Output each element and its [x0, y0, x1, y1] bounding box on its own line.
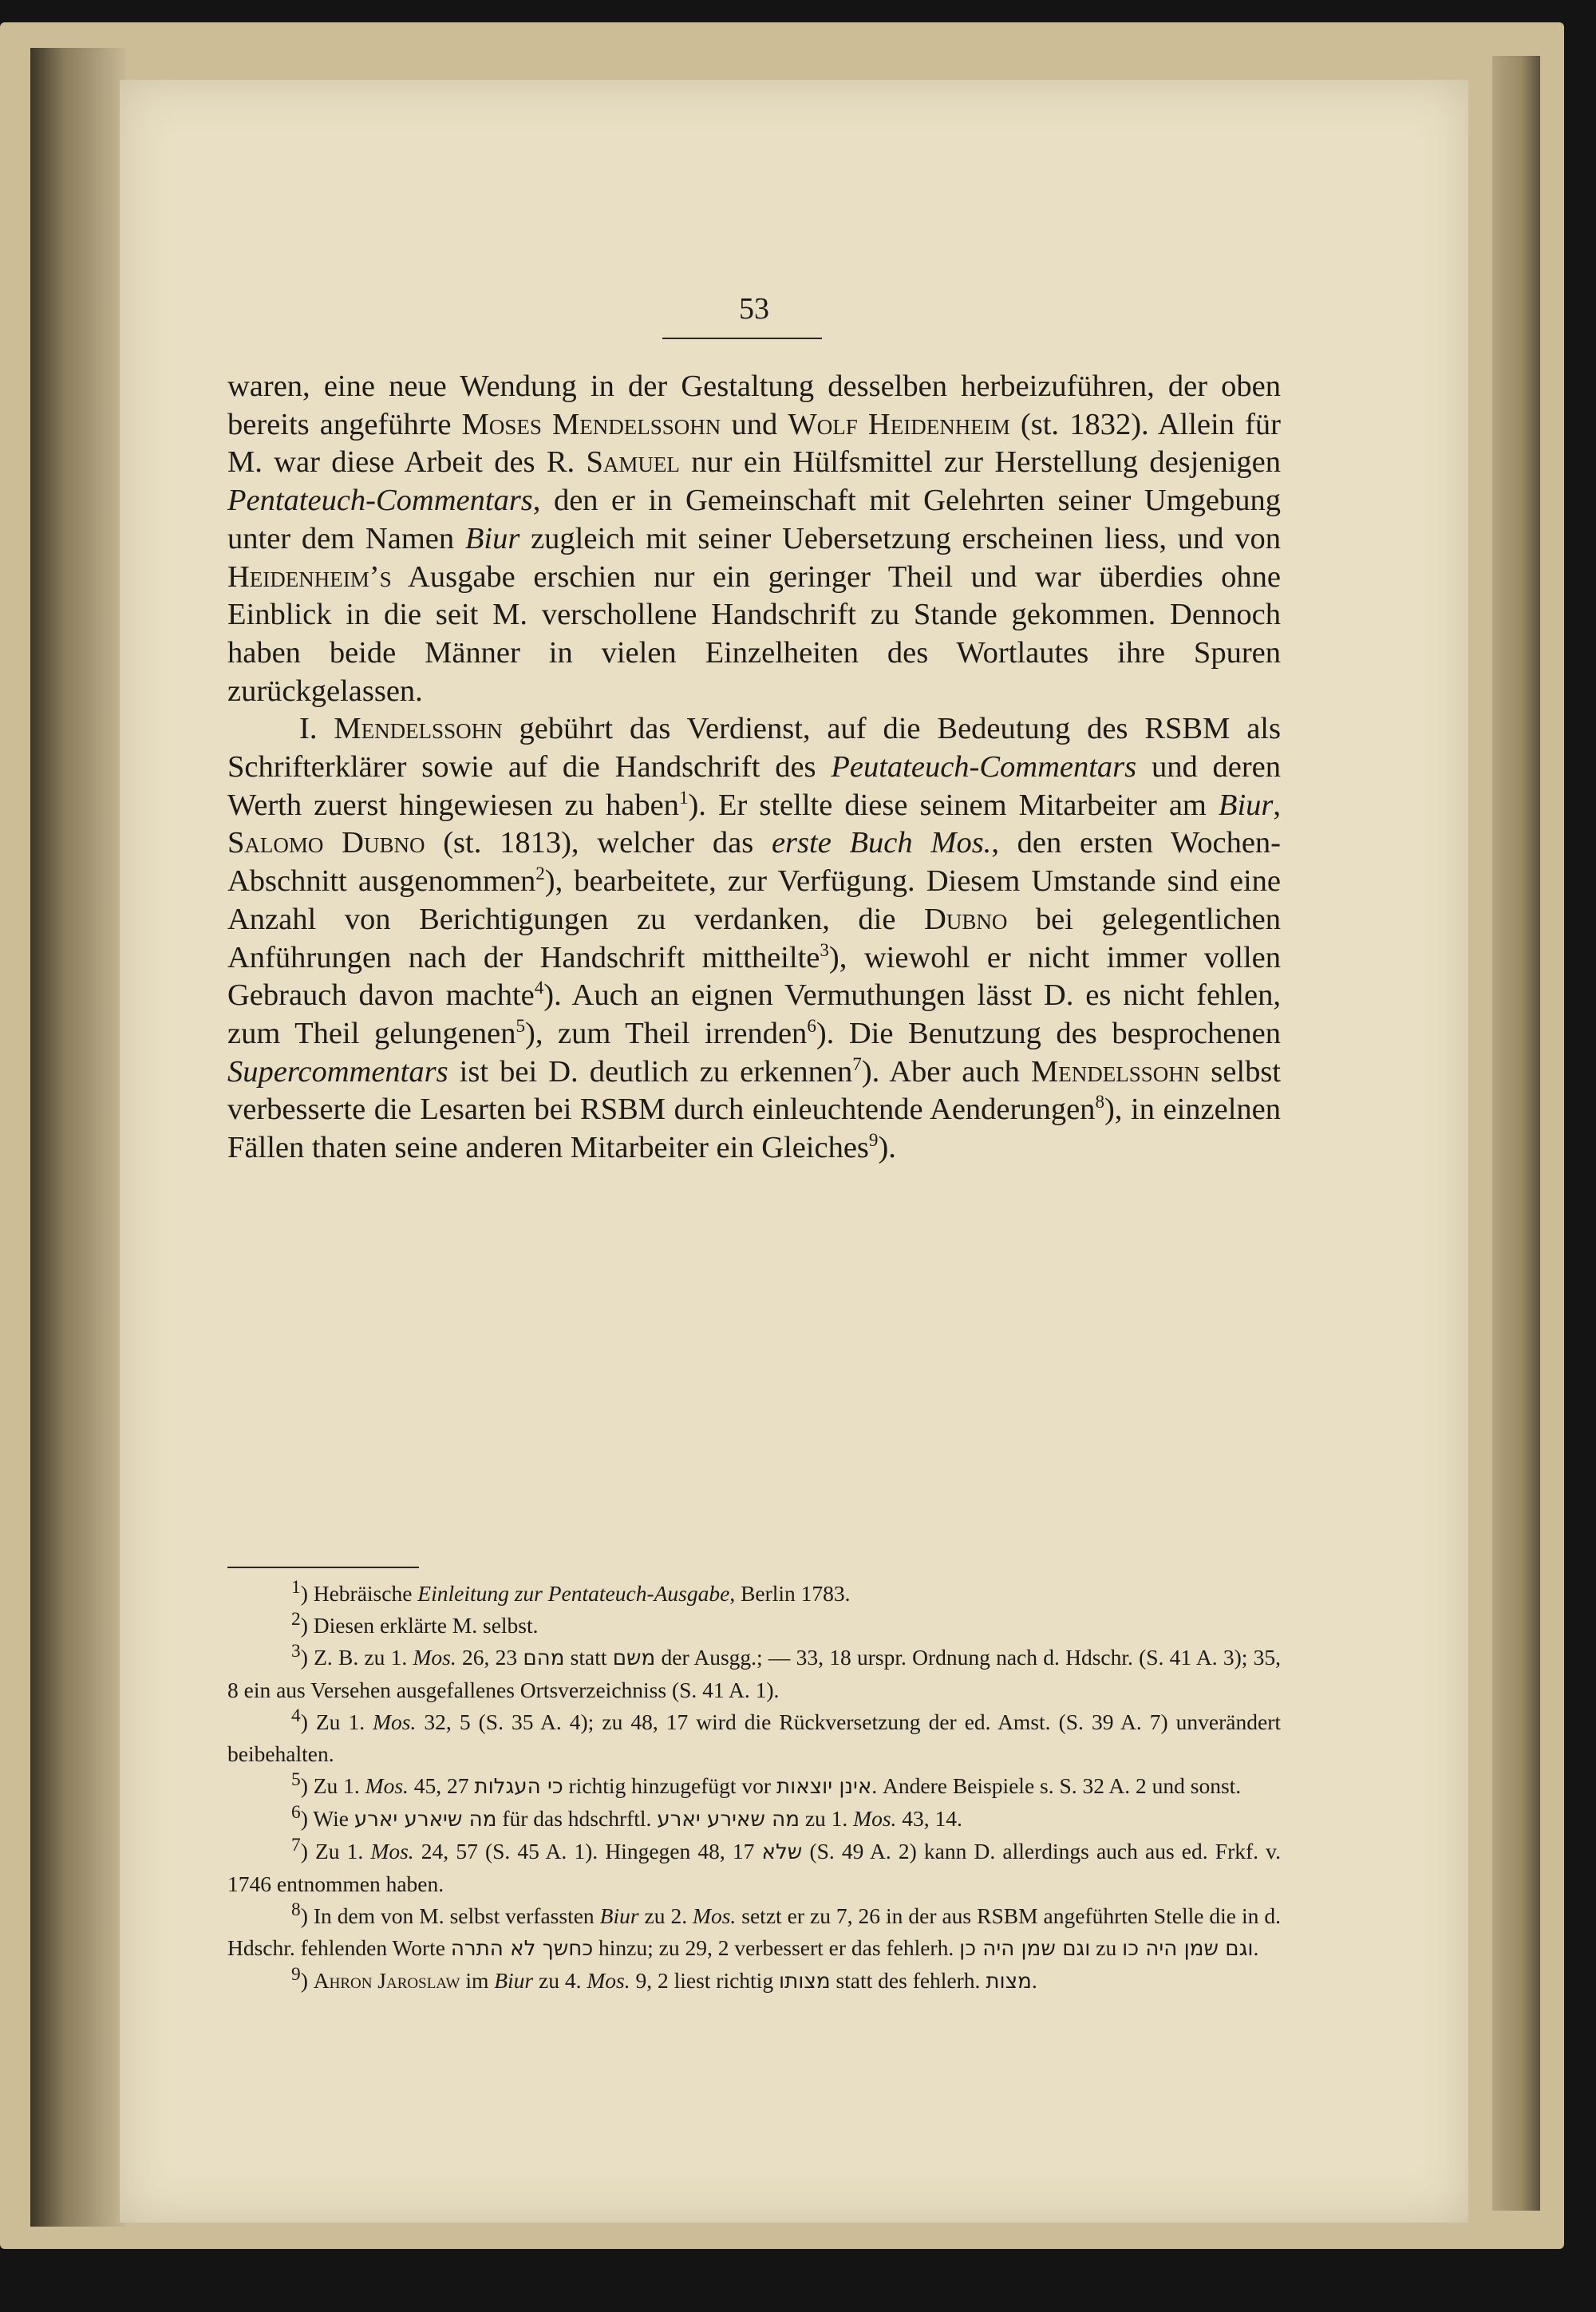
hebrew-text: כי העגלות [474, 1775, 563, 1799]
person-name: Mendelssohn [1030, 1054, 1200, 1089]
text-run: . [1031, 1968, 1037, 1993]
footnote-mark: 4 [291, 1705, 301, 1726]
work-title: Mos. [365, 1773, 409, 1798]
text-run: ), in einzelnen Fällen thaten seine anderen Mitarbeiter ein Gleiches [227, 1093, 1282, 1165]
footnote-6 [227, 1803, 1281, 1836]
text-run: , den er in Gemeinschaft mit Gelehrten seiner Umgebung unter dem Namen [227, 484, 1281, 555]
text-run: zu 1. [799, 1806, 854, 1831]
footnote-8 [227, 1900, 1281, 1965]
footnote-ref: 5 [516, 1015, 526, 1037]
person-name: Heidenheim’s [227, 559, 392, 594]
text-run: ) Wie [300, 1806, 354, 1831]
footnote-mark: 3 [291, 1640, 301, 1662]
text-run: und deren Werth zuerst hingewiesen zu haben [227, 750, 1282, 822]
text-run: waren, eine neue Wendung in der Gestaltung desselben herbeizuführen, der oben bereits angeführte [227, 370, 1281, 441]
work-title: Biur [1218, 788, 1274, 822]
text-run: im [460, 1968, 495, 1993]
work-title: Biur [494, 1968, 534, 1993]
text-run: der Ausgg.; — 33, 18 urspr. Ordnung nach d. Hdschr. (S. 41 A. 3); 35, 8 ein aus Versehen ausgefallenes Ortsverzeichniss (S. 41 A. 1). [227, 1645, 1281, 1702]
work-title: Einleitung zur Pentateuch-Ausgabe [417, 1581, 730, 1606]
hebrew-text: וגם שמן היה כו [1122, 1937, 1254, 1961]
footnotes [227, 1578, 1281, 1998]
footnote-ref: 2 [535, 863, 545, 884]
text-run: zu 4. [533, 1968, 587, 1993]
text-run: 32, 5 (S. 35 A. 4); zu 48, 17 wird die Rückversetzung der ed. Amst. (S. 39 A. 7) unverändert beibehalten. [227, 1709, 1281, 1766]
work-title: Mos. [853, 1806, 897, 1831]
footnote-ref: 8 [1095, 1091, 1104, 1113]
text-run: . Andere Beispiele s. S. 32 A. 2 und sonst. [871, 1773, 1242, 1798]
paragraph-1 [227, 368, 1281, 710]
text-run: zu [1090, 1935, 1123, 1960]
person-name: Salomo Dubno [227, 826, 425, 860]
text-run: statt [564, 1645, 613, 1670]
book-page [120, 80, 1468, 2223]
work-title: Supercommentars [227, 1054, 448, 1089]
footnote-ref: 6 [807, 1015, 816, 1037]
footnote-mark: 8 [291, 1899, 301, 1920]
footnote-separator [227, 1567, 419, 1568]
work-title: Pentateuch-Commentars [227, 484, 533, 518]
text-run: ) Hebräische [300, 1581, 418, 1606]
hebrew-text: שלא [761, 1840, 803, 1864]
hebrew-text: וגם שמן היה כן [959, 1937, 1091, 1961]
text-run: ) Zu 1. [300, 1839, 371, 1863]
hebrew-text: מה שאירע יארע [657, 1808, 800, 1832]
text-run: ) Zu 1. [300, 1709, 373, 1734]
hebrew-text: כחשך לא התרה [450, 1937, 594, 1961]
text-run: 45, 27 [408, 1773, 475, 1798]
text-run: zu 2. [638, 1903, 693, 1928]
footnote-5 [227, 1770, 1281, 1803]
text-run: ) Z. B. zu 1. [300, 1645, 413, 1670]
page-number: 53 [739, 292, 769, 326]
text-run: ) [300, 1968, 314, 1993]
footnote-4 [227, 1706, 1281, 1770]
text-run: statt des fehlerh. [830, 1968, 986, 1993]
hebrew-text: מה שיארע יארע [354, 1808, 497, 1832]
work-title: Mos. [373, 1709, 417, 1734]
text-run: , Berlin 1783. [729, 1581, 851, 1606]
footnote-ref: 7 [852, 1053, 862, 1074]
footnote-mark: 6 [291, 1801, 301, 1823]
person-name: Samuel [586, 445, 680, 480]
work-title: Mos. [370, 1839, 414, 1863]
text-run: 24, 57 (S. 45 A. 1). Hingegen 48, 17 [413, 1839, 762, 1863]
work-title: Biur [599, 1903, 639, 1928]
work-title: Mos. [693, 1903, 737, 1928]
footnote-mark: 5 [291, 1769, 301, 1790]
text-run: ) In dem von M. selbst verfassten [300, 1903, 600, 1928]
text-run: ). [878, 1131, 896, 1165]
hebrew-text: מהם [523, 1646, 565, 1670]
text-run: (st. 1832). Allein für M. war diese Arbeit des R. [227, 407, 1281, 480]
work-title: Mos. [587, 1968, 630, 1993]
text-run: ). Die Benutzung des besprochenen [816, 1016, 1281, 1050]
text-run: bei gelegentlichen Anführungen nach der Handschrift mittheilte [227, 902, 1281, 974]
text-run: , den ersten Wochen-Abschnitt ausgenommen [227, 826, 1282, 899]
hebrew-text: מצות [986, 1970, 1032, 1994]
work-title: Biur [464, 521, 520, 555]
footnote-mark: 1 [291, 1576, 301, 1598]
text-run: selbst verbesserte die Lesarten bei RSBM durch einleuchtende Aenderungen [227, 1054, 1281, 1127]
text-run: Ausgabe erschien nur ein geringer Theil und war überdies ohne Einblick in die seit M. verschollene Handschrift zu Stande gekommen. Dennoch haben beide Männer in vielen Einzelheiten des Wortlautes ihre Spuren zurückgelassen. [227, 559, 1281, 708]
text-run: 9, 2 liest richtig [630, 1968, 779, 1993]
text-run: , [1273, 788, 1281, 822]
text-run: gebührt das Verdienst, auf die Bedeutung des RSBM als Schrifterklärer sowie auf die Handschrift des [227, 712, 1281, 784]
work-title: Mos. [413, 1645, 456, 1670]
work-title: Peutateuch-Commentars [831, 750, 1137, 784]
text-run: ). Auch an eignen Vermuthungen lässt D. es nicht fehlen, zum Theil gelungenen [227, 978, 1281, 1050]
footnote-7 [227, 1836, 1281, 1900]
text-run: hinzu; zu 29, 2 verbessert er das fehlerh. [593, 1935, 960, 1960]
person-name: Dubno [924, 902, 1008, 936]
text-run: ), zum Theil irrenden [525, 1016, 808, 1050]
hebrew-text: מצותו [778, 1970, 831, 1994]
person-name: Mendelssohn [334, 712, 503, 746]
text-run: zugleich mit seiner Uebersetzung erscheinen liess, und von [519, 521, 1281, 555]
text-run: setzt er zu 7, 26 in der aus RSBM angeführten Stelle die in d. Hdschr. fehlenden Worte [227, 1903, 1281, 1960]
text-run: ) Diesen erklärte M. selbst. [300, 1613, 539, 1638]
text-run: ) Zu 1. [300, 1773, 365, 1798]
text-run: und [721, 407, 788, 441]
page-number-rule [662, 338, 822, 339]
footnote-ref: 9 [868, 1129, 879, 1151]
text-run: ). Aber auch [861, 1054, 1031, 1089]
main-text [227, 368, 1281, 1168]
footnote-mark: 9 [291, 1963, 301, 1985]
text-run: (S. 49 A. 2) kann D. allerdings auch aus ed. Frkf. v. 1746 entnommen haben. [227, 1839, 1281, 1896]
footnote-2 [227, 1610, 1281, 1642]
text-run: richtig hinzugefügt vor [563, 1773, 776, 1798]
work-title: erste Buch Mos. [771, 826, 992, 860]
text-run: I. [299, 712, 334, 746]
footnote-mark: 2 [291, 1608, 301, 1630]
footnote-3 [227, 1642, 1281, 1706]
text-run: ), bearbeitete, zur Verfügung. Diesem Umstande sind eine Anzahl von Berichtigungen zu verdanken, die [227, 864, 1282, 936]
page-stack-edge [1492, 56, 1540, 2211]
text-run: für das hdschrftl. [496, 1806, 658, 1831]
text-run: ist bei D. deutlich zu erkennen [448, 1054, 853, 1089]
person-name: Wolf Heidenheim [788, 407, 1010, 441]
text-run: 26, 23 [456, 1645, 523, 1670]
footnote-ref: 3 [820, 939, 829, 960]
hebrew-text: משם [612, 1646, 656, 1670]
paragraph-2 [227, 710, 1281, 1167]
hebrew-text: אינן יוצאות [776, 1775, 872, 1799]
text-run: 43, 14. [896, 1806, 962, 1831]
person-name: Moses Mendelssohn [461, 407, 721, 441]
text-run: ), wiewohl er nicht immer vollen Gebrauch davon machte [227, 940, 1282, 1013]
text-run: nur ein Hülfsmittel zur Herstellung desjenigen [679, 445, 1281, 480]
text-run: ). Er stellte diese seinem Mitarbeiter am [688, 788, 1219, 822]
footnote-1 [227, 1578, 1281, 1610]
footnote-ref: 1 [678, 786, 689, 808]
book-spine-shadow [30, 48, 126, 2227]
text-run: (st. 1813), welcher das [425, 826, 772, 860]
text-run: . [1253, 1935, 1259, 1960]
footnote-mark: 7 [291, 1834, 301, 1856]
person-name: Ahron Jaroslaw [313, 1968, 460, 1993]
footnote-ref: 4 [534, 977, 544, 998]
footnote-9 [227, 1965, 1281, 1998]
